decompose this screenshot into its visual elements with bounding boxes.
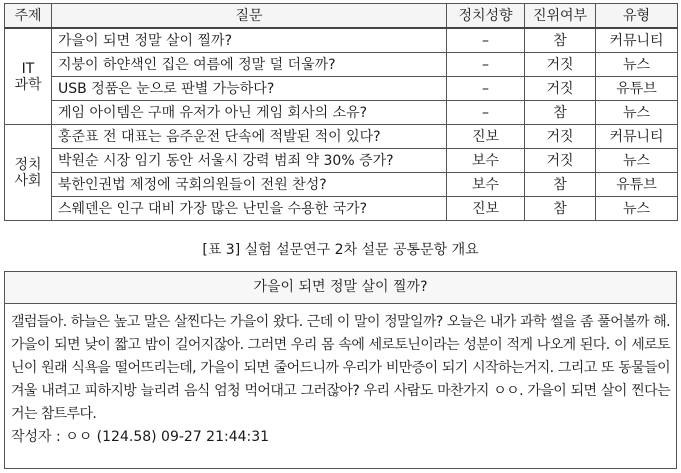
table-header-row <box>5 4 678 29</box>
truth-cell: 참 <box>525 28 596 53</box>
politics-cell: 진보 <box>447 125 525 149</box>
table-row <box>5 53 678 77</box>
politics-cell: – <box>447 28 525 53</box>
header-truth: 진위여부 <box>525 4 596 29</box>
table-row <box>5 101 678 125</box>
truth-cell: 참 <box>525 173 596 197</box>
table-caption: [표 3] 실험 설문연구 2차 설문 공통문항 개요 <box>202 242 479 258</box>
question-cell: 홍준표 전 대표는 음주운전 단속에 적발된 적이 있다? <box>52 125 447 149</box>
category-line: 정치 <box>14 156 42 173</box>
politics-cell: 보수 <box>447 149 525 173</box>
header-type: 유형 <box>596 4 678 29</box>
truth-cell: 거짓 <box>525 125 596 149</box>
question-cell: 북한인권법 제정에 국회의원들이 전원 찬성? <box>52 173 447 197</box>
post-body <box>5 304 676 449</box>
type-cell: 유튜브 <box>596 77 678 101</box>
header-politics: 정치성향 <box>447 4 525 29</box>
post-text: 갤럼들아. 하늘은 높고 말은 살찐다는 가을이 왔다. 근데 이 말이 정말일까? 오늘은 내가 과학 썰을 좀 풀어볼까 해. 가을이 되면 낮이 짧고 밤이 길어지잖아. 그러면 우리 몸 속에 세로토닌이라는 성분이 적게 나오게 된다. 이 세로토닌이 원래 식욕을 떨어뜨리는데, 가을이 되면 줄어드니까 우리가 비만증이 되기 시작하는거지. 그리고 또 동물들이 겨울 내려고 피하지방 늘리려 음식 엄청 먹어대고 그러잖아? 우리 사람도 마찬가지 ㅇㅇ. 가을이 되면 살이 찐다는거는 참트루다. <box>11 314 670 422</box>
politics-cell: 진보 <box>447 197 525 221</box>
category-cell-politics-society <box>5 125 52 221</box>
politics-cell: – <box>447 77 525 101</box>
type-cell: 유튜브 <box>596 173 678 197</box>
question-cell: 박원순 시장 임기 동안 서울시 강력 범죄 약 30% 증가? <box>52 149 447 173</box>
table-row <box>5 197 678 221</box>
table-row <box>5 77 678 101</box>
truth-cell: 참 <box>525 101 596 125</box>
type-cell: 뉴스 <box>596 101 678 125</box>
truth-cell: 거짓 <box>525 149 596 173</box>
type-cell: 커뮤니티 <box>596 28 678 53</box>
type-cell: 커뮤니티 <box>596 125 678 149</box>
table-row <box>5 125 678 149</box>
politics-cell: – <box>447 53 525 77</box>
question-cell: 가을이 되면 정말 살이 찔까? <box>52 28 447 53</box>
post-title: 가을이 되면 정말 살이 찔까? <box>5 272 676 304</box>
question-cell: USB 정품은 눈으로 판별 가능하다? <box>52 77 447 101</box>
category-line: 과학 <box>14 76 42 93</box>
header-topic: 주제 <box>5 4 52 29</box>
table-row <box>5 149 678 173</box>
type-cell: 뉴스 <box>596 197 678 221</box>
politics-cell: – <box>447 101 525 125</box>
post-author: 작성자 : ㅇㅇ (124.58) 09-27 21:44:31 <box>11 429 270 445</box>
type-cell: 뉴스 <box>596 53 678 77</box>
type-cell: 뉴스 <box>596 149 678 173</box>
truth-cell: 거짓 <box>525 77 596 101</box>
table-row <box>5 173 678 197</box>
post-card <box>4 271 677 469</box>
question-cell: 스웨덴은 인구 대비 가장 많은 난민을 수용한 국가? <box>52 197 447 221</box>
truth-cell: 거짓 <box>525 53 596 77</box>
table-row <box>5 28 678 53</box>
category-cell-it-science <box>5 28 52 125</box>
header-question: 질문 <box>52 4 447 29</box>
question-cell: 게임 아이템은 구매 유저가 아닌 게임 회사의 소유? <box>52 101 447 125</box>
category-line: IT <box>21 60 35 77</box>
category-line: 사회 <box>14 172 42 189</box>
question-cell: 지붕이 하얀색인 집은 여름에 정말 덜 더울까? <box>52 53 447 77</box>
truth-cell: 참 <box>525 197 596 221</box>
politics-cell: 보수 <box>447 173 525 197</box>
survey-table <box>4 3 678 221</box>
